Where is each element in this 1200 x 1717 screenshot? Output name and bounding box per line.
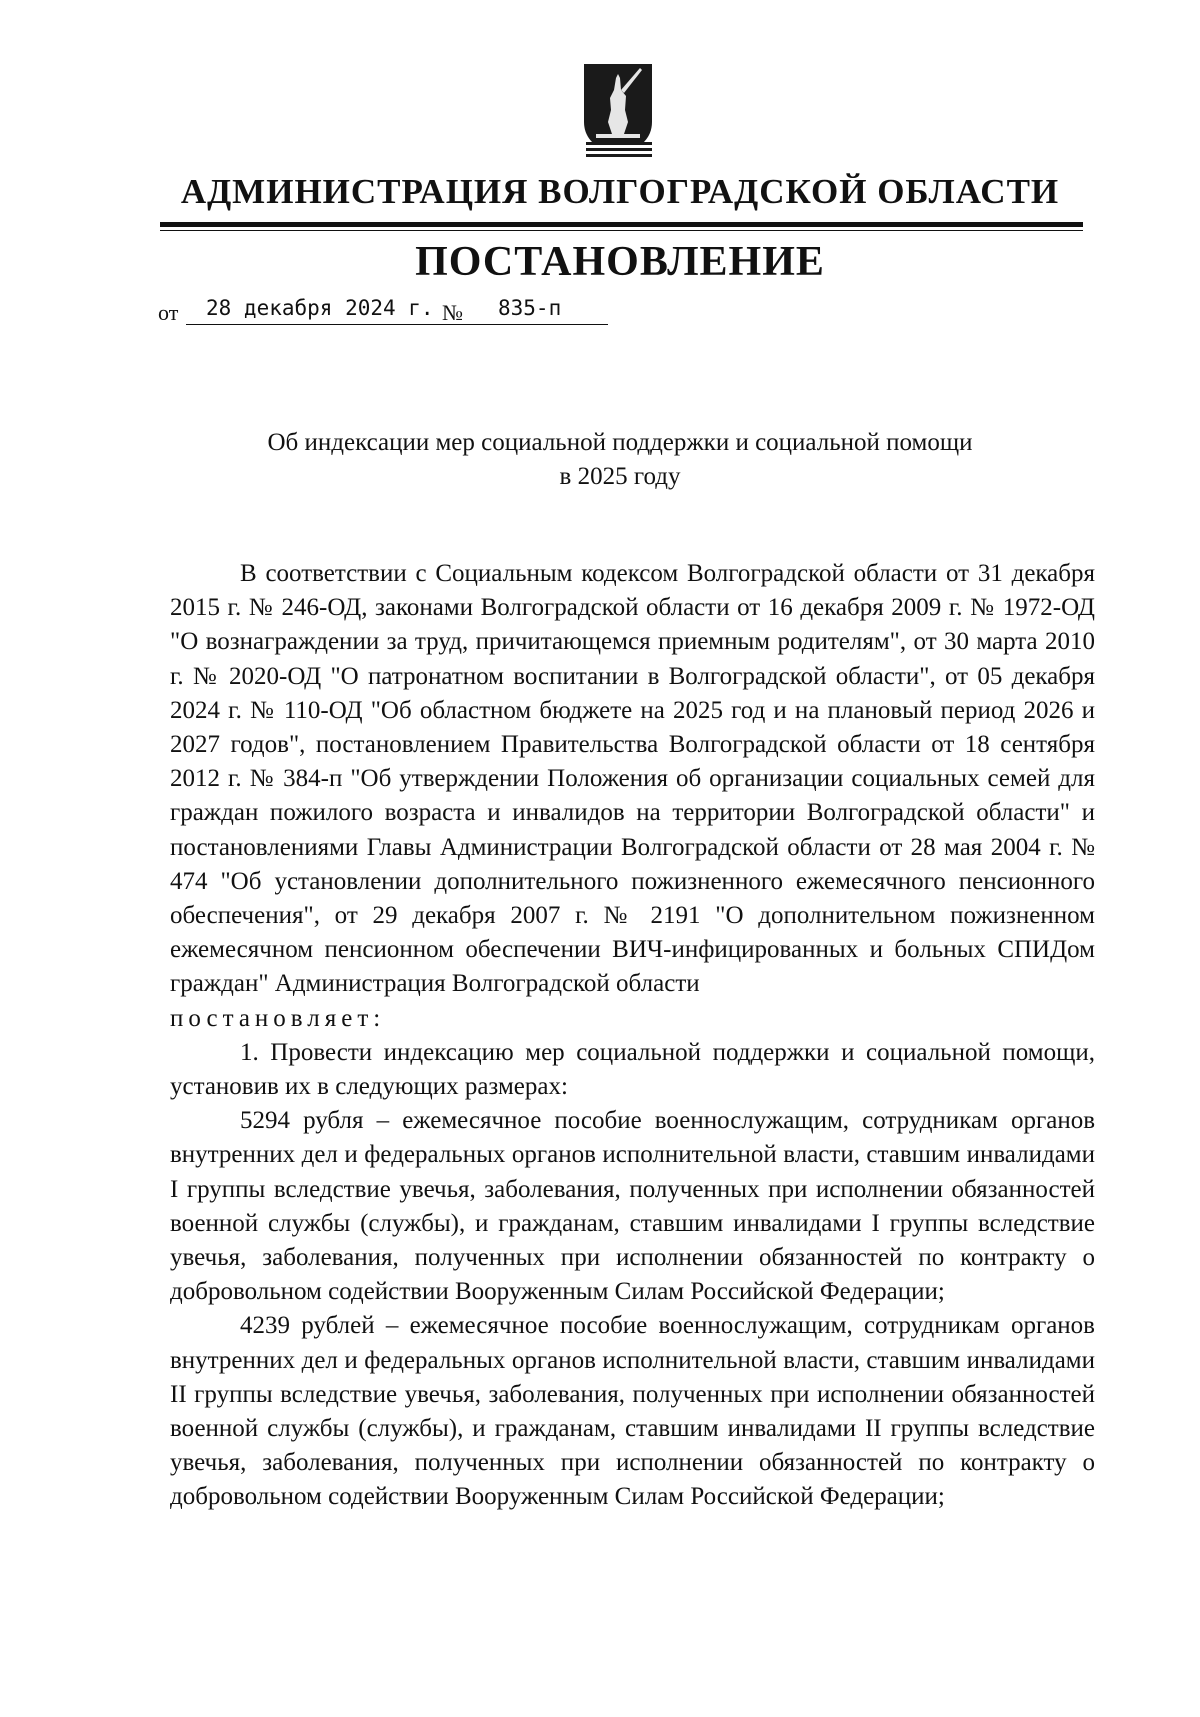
- date-number-line: [158, 296, 618, 328]
- subject-line-2: в 2025 году: [559, 463, 681, 490]
- subject-line-1: Об индексации мер социальной поддержки и социальной помощи: [267, 429, 973, 456]
- item-5294-paragraph: 5294 рубля – ежемесячное пособие военнослужащим, сотрудникам органов внутренних дел и федеральных органов исполнительной власти, ставшим инвалидами I группы вследствие увечья, заболевания, полученных при исполнении обязанностей военной службы (службы), и гражданам, ставшим инвалидами I группы вследствие увечья, заболевания, полученных при исполнении обязанностей по контракту о добровольном содействии Вооруженным Силам Российской Федерации;: [170, 1107, 1095, 1306]
- document-date: 28 декабря 2024 г.: [206, 296, 434, 320]
- decree-word: постановляет:: [170, 1004, 386, 1032]
- document-type-title: ПОСТАНОВЛЕНИЕ: [415, 239, 825, 285]
- document-number: 835-п: [498, 296, 562, 320]
- header-rule-thick: [160, 222, 1083, 227]
- organization-title: АДМИНИСТРАЦИЯ ВОЛГОГРАДСКОЙ ОБЛАСТИ: [180, 172, 1060, 211]
- date-from-label: от: [158, 300, 179, 325]
- number-label: №: [442, 300, 463, 325]
- emblem-stripes: [586, 142, 652, 160]
- number-underline: [470, 324, 608, 325]
- point-1-paragraph: 1. Провести индексацию мер социальной поддержки и социальной помощи, установив их в следующих размерах:: [170, 1038, 1095, 1101]
- header-rule-thin: [160, 230, 1083, 231]
- document-subject: [200, 426, 1040, 494]
- item-4239-paragraph: 4239 рублей – ежемесячное пособие военнослужащим, сотрудникам органов внутренних дел и федеральных органов исполнительной власти, ставшим инвалидами II группы вследствие увечья, заболевания, полученных при исполнении обязанностей военной службы (службы), и гражданам, ставшим инвалидами II группы вследствие увечья, заболевания, полученных при исполнении обязанностей по контракту о добровольном содействии Вооруженным Силам Российской Федерации;: [170, 1312, 1095, 1511]
- preamble-paragraph: В соответствии с Социальным кодексом Волгоградской области от 31 декабря 2015 г. № 246-ОД, законами Волгоградской области от 16 декабря 2009 г. № 1972-ОД "О вознаграждении за труд, причитающемся приемным родителям", от 30 марта 2010 г. № 2020-ОД "О патронатном воспитании в Волгоградской области", от 05 декабря 2024 г. № 110-ОД "Об областном бюджете на 2025 год и на плановый период 2026 и 2027 годов", постановлением Правительства Волгоградской области от 18 сентября 2012 г. № 384-п "Об утверждении Положения об организации социальных семей для граждан пожилого возраста и инвалидов на территории Волгоградской области" и постановлениями Главы Администрации Волгоградской области от 28 мая 2004 г. № 474 "Об установлении дополнительного пожизненного ежемесячного пенсионного обеспечения", от 29 декабря 2007 г. № 2191 "О дополнительном пожизненном ежемесячном пенсионном обеспечении ВИЧ-инфицированных и больных СПИДом граждан" Администрация Волгоградской области: [170, 560, 1095, 998]
- document-body: [170, 557, 1095, 1515]
